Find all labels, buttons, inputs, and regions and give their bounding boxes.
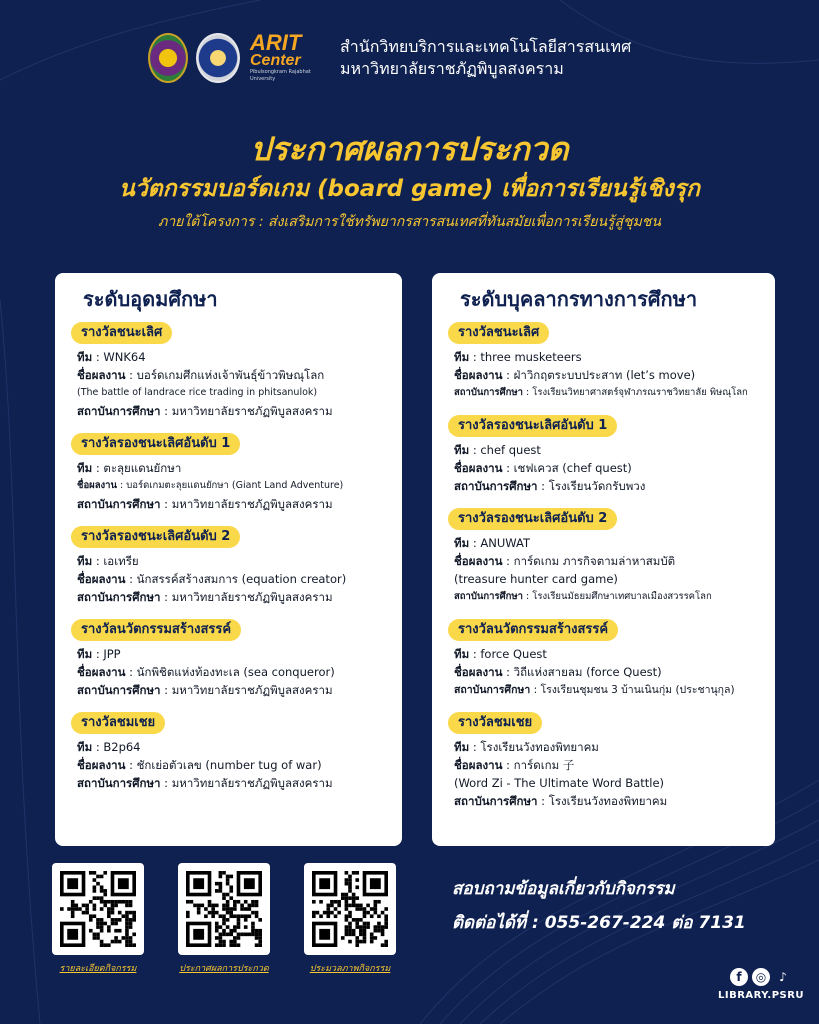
- institution-line: สถาบันการศึกษา : มหาวิทยาลัยราชภัฏพิบูลสงคราม: [77, 776, 333, 790]
- work-line: ชื่อผลงาน : บอร์ดเกมตะลุยแดนยักษา (Giant Land Adventure): [77, 480, 344, 491]
- award-badge: รางวัลชมเชย: [71, 712, 165, 734]
- team-line: ทีม : โรงเรียนวังทองพิทยาคม: [454, 740, 599, 754]
- arit-logo-text: ARIT: [250, 30, 302, 55]
- award-badge: รางวัลชนะเลิศ: [71, 322, 172, 344]
- qr-item-photo-gallery[interactable]: [304, 863, 396, 975]
- award-item: [71, 618, 386, 699]
- card-title: ระดับอุดมศึกษา: [83, 287, 218, 311]
- facebook-icon[interactable]: f: [730, 968, 748, 986]
- main-title: ประกาศผลการประกวด: [250, 130, 569, 168]
- qr-label[interactable]: ประกาศผลการประกวด: [179, 964, 269, 974]
- qr-code-row: [52, 863, 430, 975]
- team-line: ทีม : JPP: [77, 647, 121, 661]
- work-line: ชื่อผลงาน : การ์ดเกม ภารกิจตามล่าหาสมบัติ: [454, 554, 676, 568]
- work-line: ชื่อผลงาน : นักสรรค์สร้างสมการ (equation creator): [77, 572, 347, 586]
- work-line: ชื่อผลงาน : นักพิชิตแห่งท้องทะเล (sea conqueror): [77, 665, 335, 679]
- award-item: [71, 525, 386, 606]
- work-line: ชื่อผลงาน : ฝ่าวิกฤตระบบประสาท (let’s move): [454, 368, 696, 382]
- institution-line: สถาบันการศึกษา : โรงเรียนวิทยาศาสตร์จุฬาภรณราชวิทยาลัย พิษณุโลก: [454, 387, 748, 398]
- team-line: ทีม : ANUWAT: [454, 536, 530, 550]
- award-item: [448, 711, 759, 810]
- qr-label[interactable]: ประมวลภาพกิจกรรม: [309, 964, 391, 974]
- qr-code-pattern: [186, 871, 262, 947]
- contact-phone: ติดต่อได้ที่ : 055-267-224 ต่อ 7131: [452, 913, 746, 933]
- team-line: ทีม : B2p64: [77, 740, 141, 754]
- qr-code[interactable]: [304, 863, 396, 955]
- tiktok-icon[interactable]: ♪: [779, 970, 787, 984]
- team-line: ทีม : chef quest: [454, 443, 541, 457]
- university-seal-icon: [148, 33, 188, 83]
- award-item: [71, 321, 386, 420]
- arit-logo-subtext: Pibulsongkram Rajabhat University: [250, 69, 311, 82]
- award-badge: รางวัลรองชนะเลิศอันดับ 2: [448, 508, 617, 530]
- qr-label[interactable]: รายละเอียดกิจกรรม: [59, 964, 137, 974]
- education-personnel-card: [432, 273, 775, 846]
- institution-line: สถาบันการศึกษา : โรงเรียนมัธยมศึกษาเทศบาลเมืองสวรรคโลก: [454, 591, 712, 602]
- work-line-2: (The battle of landrace rice trading in phitsanulok): [77, 387, 318, 398]
- qr-code[interactable]: [52, 863, 144, 955]
- institution-line: สถาบันการศึกษา : มหาวิทยาลัยราชภัฏพิบูลสงคราม: [77, 497, 333, 511]
- qr-code-pattern: [312, 871, 388, 947]
- work-line-2: (Word Zi - The Ultimate Word Battle): [454, 776, 665, 790]
- award-badge: รางวัลนวัตกรรมสร้างสรรค์: [71, 619, 241, 641]
- center-logo-text: Center: [250, 52, 301, 69]
- award-badge: รางวัลชนะเลิศ: [448, 322, 549, 344]
- instagram-icon[interactable]: ◎: [752, 968, 770, 986]
- organization-names: [340, 36, 631, 80]
- work-line: ชื่อผลงาน : การ์ดเกม 子: [454, 758, 575, 772]
- contact-heading: สอบถามข้อมูลเกี่ยวกับกิจกรรม: [452, 879, 675, 899]
- award-badge: รางวัลชมเชย: [448, 712, 542, 734]
- team-line: ทีม : ตะลุยแดนยักษา: [77, 461, 182, 475]
- arit-center-logo: [250, 30, 330, 83]
- team-line: ทีม : force Quest: [454, 647, 547, 661]
- work-line: ชื่อผลงาน : บอร์ดเกมศึกแห่งเจ้าพันธุ์ข้าวพิษณุโลก: [77, 368, 325, 382]
- institution-line: สถาบันการศึกษา : มหาวิทยาลัยราชภัฏพิบูลสงคราม: [77, 683, 333, 697]
- project-subtitle: ภายใต้โครงการ : ส่งเสริมการใช้ทรัพยากรสารสนเทศที่ทันสมัยเพื่อการเรียนรู้สู่ชุมชน: [158, 214, 661, 230]
- royal-emblem-icon: [196, 33, 240, 83]
- contact-info: [452, 872, 746, 940]
- institution-line: สถาบันการศึกษา : โรงเรียนวัดกรับพวง: [454, 479, 646, 493]
- award-item: [71, 711, 386, 792]
- library-site-label: LIBRARY.PSRU: [718, 990, 805, 1001]
- org-name-line2: มหาวิทยาลัยราชภัฏพิบูลสงคราม: [340, 59, 564, 78]
- team-line: ทีม : WNK64: [77, 350, 146, 364]
- work-line: ชื่อผลงาน : วิถีแห่งสายลม (force Quest): [454, 665, 662, 679]
- higher-education-card: [55, 273, 402, 846]
- award-badge: รางวัลนวัตกรรมสร้างสรรค์: [448, 619, 618, 641]
- work-line: ชื่อผลงาน : เชฟเควส (chef quest): [454, 461, 632, 475]
- team-line: ทีม : เอเทรีย: [77, 554, 139, 568]
- qr-code-pattern: [60, 871, 136, 947]
- award-badge: รางวัลรองชนะเลิศอันดับ 1: [71, 433, 240, 455]
- institution-line: สถาบันการศึกษา : มหาวิทยาลัยราชภัฏพิบูลสงคราม: [77, 404, 333, 418]
- award-item: [448, 507, 759, 606]
- qr-item-activity-details[interactable]: [52, 863, 144, 975]
- qr-code[interactable]: [178, 863, 270, 955]
- award-item: [448, 321, 759, 402]
- card-title: ระดับบุคลากรทางการศึกษา: [460, 287, 698, 311]
- social-links: [718, 968, 804, 1001]
- work-line-2: (treasure hunter card game): [454, 572, 618, 586]
- award-item: [448, 414, 759, 495]
- institution-line: สถาบันการศึกษา : มหาวิทยาลัยราชภัฏพิบูลสงคราม: [77, 590, 333, 604]
- main-title-line2: นวัตกรรมบอร์ดเกม (board game) เพื่อการเรียนรู้เชิงรุก: [119, 176, 700, 202]
- award-badge: รางวัลรองชนะเลิศอันดับ 1: [448, 415, 617, 437]
- title-block: [0, 128, 819, 234]
- award-item: [71, 432, 386, 513]
- team-line: ทีม : three musketeers: [454, 350, 582, 364]
- header: [148, 30, 631, 86]
- institution-line: สถาบันการศึกษา : โรงเรียนวังทองพิทยาคม: [454, 794, 668, 808]
- work-line: ชื่อผลงาน : ชักเย่อตัวเลข (number tug of war): [77, 758, 322, 772]
- institution-line: สถาบันการศึกษา : โรงเรียนชุมชน 3 บ้านเนินกุ่ม (ประชานุกุล): [454, 684, 735, 696]
- org-name-line1: สำนักวิทยบริการและเทคโนโลยีสารสนเทศ: [340, 37, 632, 56]
- qr-item-results[interactable]: [178, 863, 270, 975]
- award-item: [448, 618, 759, 699]
- award-badge: รางวัลรองชนะเลิศอันดับ 2: [71, 526, 240, 548]
